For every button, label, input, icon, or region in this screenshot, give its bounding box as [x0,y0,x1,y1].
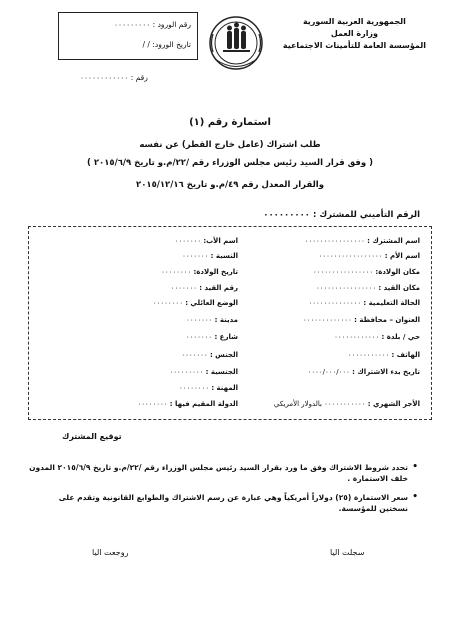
field-profession: المهنة : ٠٠٠٠٠٠٠٠ [179,384,238,392]
field-lineage: النسبة : ٠٠٠٠٠٠٠ [182,252,238,260]
recorded-stamp: سجلت اليا [330,548,365,557]
reviewed-stamp: روجعت اليا [92,548,129,557]
field-street: شارع : ٠٠٠٠٠٠٠ [185,333,238,341]
receipt-box [58,12,198,60]
republic-name: الجمهورية العربية السورية [302,17,406,26]
decision-reference: ( وفق قرار السيد رئيس مجلس الوزراء رقم /٢٢/م.و تاريخ ٢٠١٥/٦/٩ ) [87,158,373,168]
field-registry-place: مكان القيد : ٠٠٠٠٠٠٠٠٠٠٠٠٠٠٠٠ [315,284,420,292]
ministry-name: وزارة العمل [330,29,379,38]
field-father-name: اسم الأب: ٠٠٠٠٠٠٠ [174,237,238,245]
field-mother-name: اسم الأم : ٠٠٠٠٠٠٠٠٠٠٠٠٠٠٠٠٠ [318,252,420,260]
field-phone: الهاتف : ٠٠٠٠٠٠٠٠٠٠٠ [347,351,420,359]
institution-logo [207,14,265,74]
amended-decision-reference: والقرار المعدل رقم ٤٩/م.و تاريخ ٢٠١٥/١٢/١٦ [136,180,324,190]
field-city: مدينة : ٠٠٠٠٠٠٠ [186,316,238,324]
field-birth-date: تاريخ الولادة: ٠٠٠٠٠٠٠٠ [161,268,238,276]
header-block [283,16,426,52]
form-title: استمارة رقم (١) [189,117,271,128]
reference-number: رقم : ٠٠٠٠٠٠٠٠٠٠٠٠ [80,73,148,82]
received-number: رقم الورود : ٠٠٠٠٠٠٠٠٠ [114,20,191,29]
received-date: تاريخ الورود: / / [142,40,191,49]
field-education: الحالة التعليمية : ٠٠٠٠٠٠٠٠٠٠٠٠٠٠ [308,299,420,307]
field-subscriber-name: اسم المشترك : ٠٠٠٠٠٠٠٠٠٠٠٠٠٠٠٠ [304,237,420,245]
field-residence-country: الدولة المقيم فيها : ٠٠٠٠٠٠٠٠ [137,400,238,408]
field-monthly-salary: الأجر الشهري : ٠٠٠٠٠٠٠٠٠٠٠ بالدولار الأمريكي [273,400,420,408]
field-birth-place: مكان الولادة: ٠٠٠٠٠٠٠٠٠٠٠٠٠٠٠٠ [313,268,420,276]
field-gender: الجنس : ٠٠٠٠٠٠٠ [181,351,238,359]
insurance-number: الرقم التأميني للمشترك : ٠٠٠٠٠٠٠٠٠ [263,210,420,220]
field-address-governorate: العنوان – محافظة : ٠٠٠٠٠٠٠٠٠٠٠٠٠ [303,316,420,324]
fee-item: • سعر الاستمارة (٢٥) دولاراً أمريكياً وهي عبارة عن رسم الاشتراك والطوابع القانونية وتقدم على نسختين للمؤسسة. [28,492,418,514]
field-district: حي / بلدة : ٠٠٠٠٠٠٠٠٠٠٠٠ [334,333,420,341]
field-subscription-start: تاريخ بدء الاشتراك : ٠٠٠٠/٠٠٠/٠٠٠ [307,368,420,376]
field-nationality: الجنسية : ٠٠٠٠٠٠٠٠٠ [169,368,238,376]
terms-list [28,462,418,522]
subscriber-signature-label: توقيع المشترك [62,432,122,441]
form-subtitle: طلب اشتراك (عامل خارج القطر) عن نفسه [139,140,321,150]
field-registry-number: رقم القيد : ٠٠٠٠٠٠٠ [170,284,238,292]
terms-item: • تحدد شروط الاشتراك وفق ما ورد بقرار السيد رئيس مجلس الوزراء رقم /٢٢/م.و تاريخ ٢٠١٥/٦/٩ المدون خلف الاستمارة . [28,462,418,484]
field-marital-status: الوضع العائلي : ٠٠٠٠٠٠٠٠ [152,299,238,307]
institution-name: المؤسسة العامة للتأمينات الاجتماعية [282,41,426,50]
